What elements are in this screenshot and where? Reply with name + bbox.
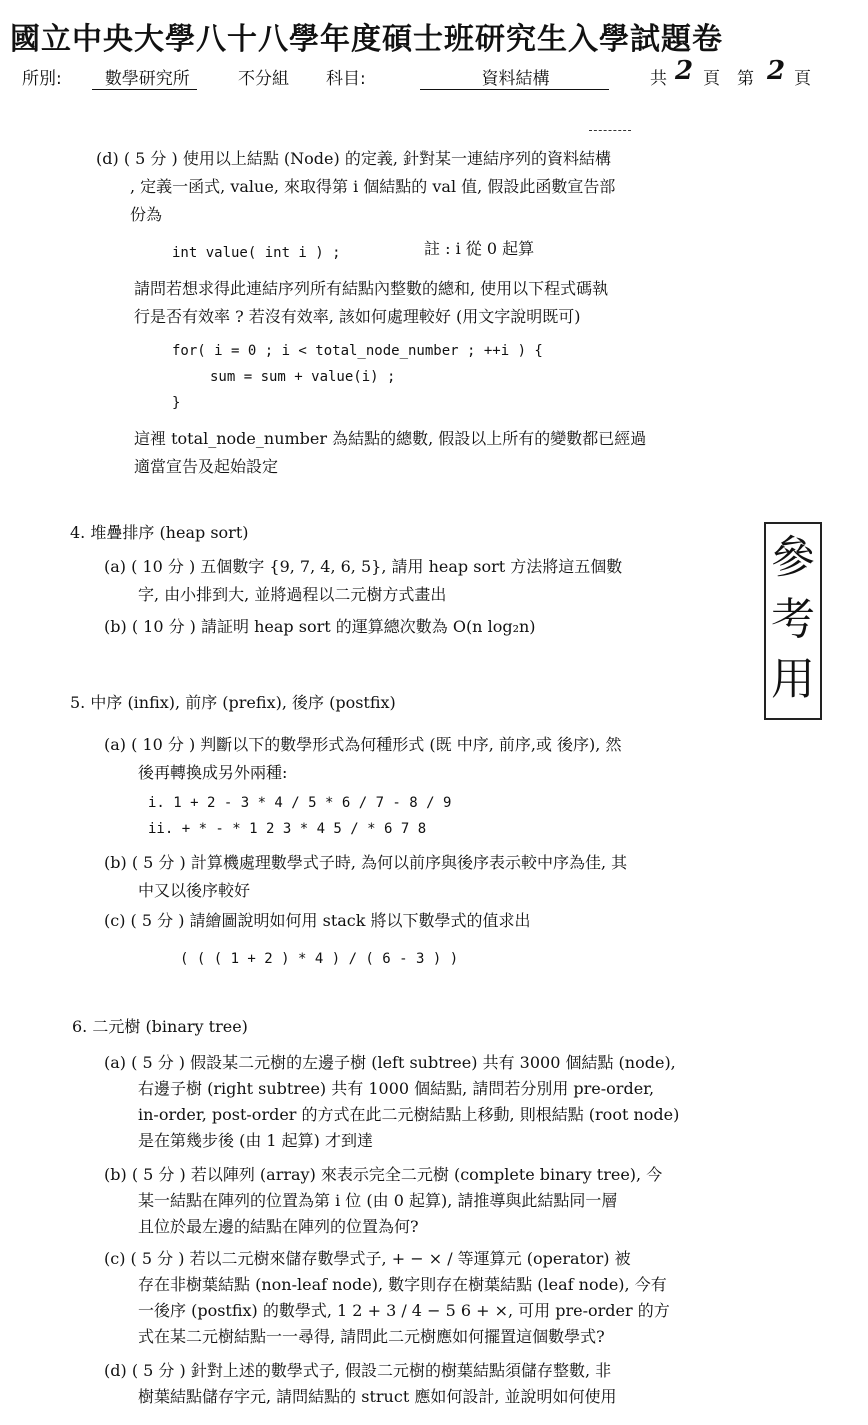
q4a-line-2: 字, 由小排到大, 並將過程以二元樹方式畫出: [138, 585, 447, 604]
q6d-line-2: 樹葉結點儲存字元, 請問結點的 struct 應如何設計, 並說明如何使用: [138, 1387, 617, 1406]
q6c-line-3: 一後序 (postfix) 的數學式, 1 2 + 3 / 4 − 5 6 + ×, 可用 pre-order 的方: [138, 1301, 670, 1320]
q6c-line-4: 式在某二元樹結點一一尋得, 請問此二元樹應如何擺置這個數學式?: [138, 1327, 605, 1346]
q6b-line-3: 且位於最左邊的結點在陣列的位置為何?: [138, 1217, 419, 1236]
page-label: 第: [737, 69, 754, 89]
q3d-line-5: 行是否有效率 ? 若沒有效率, 該如何處理較好 (用文字說明既可): [134, 307, 581, 326]
q6c-line-2: 存在非樹葉結點 (non-leaf node), 數字則存在樹葉結點 (leaf node), 今有: [138, 1275, 667, 1294]
total-pages: 2: [675, 56, 694, 86]
exam-header-info: [0, 56, 868, 90]
q3d-code-for: for( i = 0 ; i < total_node_number ; ++i ) {: [172, 343, 543, 359]
q6b-line-2: 某一結點在陣列的位置為第 i 位 (由 0 起算), 請推導與此結點同一層: [138, 1191, 618, 1210]
page-number: 2: [767, 56, 786, 86]
q6a-line-3: in-order, post-order 的方式在此二元樹結點上移動, 則根結點 (root node): [138, 1105, 680, 1124]
q3d-code-close: }: [172, 395, 181, 411]
q4a-line-1: (a) ( 10 分 ) 五個數字 {9, 7, 4, 6, 5}, 請用 heap sort 方法將這五個數: [104, 557, 623, 576]
q3d-code-decl: int value( int i ) ;: [172, 245, 341, 261]
q5a-expr-2: ii. + * - * 1 2 3 * 4 5 / * 6 7 8: [148, 821, 427, 837]
q3d-line-7: 適當宣告及起始設定: [134, 457, 279, 476]
dept-label: 所別:: [22, 69, 62, 89]
q5a-line-2: 後再轉換成另外兩種:: [138, 763, 288, 782]
q6b-line-1: (b) ( 5 分 ) 若以陣列 (array) 來表示完全二元樹 (complete binary tree), 今: [104, 1165, 663, 1184]
q4-heading: 4. 堆疊排序 (heap sort): [70, 523, 249, 542]
scan-mark: [589, 130, 631, 131]
group-label: 不分組: [238, 69, 289, 89]
q3d-line-4: 請問若想求得此連結序列所有結點內整數的總和, 使用以下程式碼執: [134, 279, 609, 298]
q6a-line-4: 是在第幾步後 (由 1 起算) 才到達: [138, 1131, 374, 1150]
q5a-expr-1: i. 1 + 2 - 3 * 4 / 5 * 6 / 7 - 8 / 9: [148, 795, 452, 811]
q5c-line-1: (c) ( 5 分 ) 請繪圖說明如何用 stack 將以下數學式的值求出: [104, 911, 531, 930]
stamp-char-1: 參: [771, 532, 815, 583]
subject-label: 科目:: [326, 69, 366, 89]
page-title: 國立中央大學八十八學年度碩士班研究生入學試題卷: [10, 22, 723, 57]
q5-heading: 5. 中序 (infix), 前序 (prefix), 後序 (postfix): [70, 693, 396, 712]
q3d-code-sum: sum = sum + value(i) ;: [210, 369, 396, 385]
q6a-line-2: 右邊子樹 (right subtree) 共有 1000 個結點, 請問若分別用 pre-order,: [138, 1079, 655, 1098]
q5b-line-1: (b) ( 5 分 ) 計算機處理數學式子時, 為何以前序與後序表示較中序為佳, 其: [104, 853, 628, 872]
dept-value-text: 數學研究所: [104, 69, 190, 89]
q5c-expr: ( ( ( 1 + 2 ) * 4 ) / ( 6 - 3 ) ): [180, 951, 459, 967]
q6d-line-1: (d) ( 5 分 ) 針對上述的數學式子, 假設二元樹的樹葉結點須儲存整數, 非: [104, 1361, 612, 1380]
q3d-line-3: 份為: [130, 205, 163, 224]
total-label: 共: [650, 69, 667, 89]
q3d-line-1: (d) ( 5 分 ) 使用以上結點 (Node) 的定義, 針對某一連結序列的資料結構: [96, 149, 611, 168]
q3d-line-2: , 定義一函式, value, 來取得第 i 個結點的 val 值, 假設此函數宣告部: [130, 177, 616, 196]
q6c-line-1: (c) ( 5 分 ) 若以二元樹來儲存數學式子, + − × / 等運算元 (operator) 被: [104, 1249, 631, 1268]
subject-value-text: 資料結構: [481, 69, 550, 89]
q6-heading: 6. 二元樹 (binary tree): [72, 1017, 248, 1036]
q6a-line-1: (a) ( 5 分 ) 假設某二元樹的左邊子樹 (left subtree) 共有 3000 個結點 (node),: [104, 1053, 676, 1072]
stamp-char-3: 用: [771, 654, 815, 705]
reference-stamp: [764, 522, 822, 720]
q4b-line-1: (b) ( 10 分 ) 請証明 heap sort 的運算總次數為 O(n log₂n): [104, 617, 536, 636]
q5a-line-1: (a) ( 10 分 ) 判斷以下的數學形式為何種形式 (既 中序, 前序,或 後序), 然: [104, 735, 622, 754]
q3d-line-6: 這裡 total_node_number 為結點的總數, 假設以上所有的變數都已經過: [134, 429, 647, 448]
page-unit: 頁: [703, 69, 720, 89]
dept-value: [92, 64, 197, 90]
page-unit-2: 頁: [794, 69, 811, 89]
q5b-line-2: 中又以後序較好: [138, 881, 251, 900]
subject-value: [420, 64, 609, 90]
q3d-note: 註 : i 從 0 起算: [424, 239, 535, 258]
stamp-char-2: 考: [771, 594, 815, 645]
